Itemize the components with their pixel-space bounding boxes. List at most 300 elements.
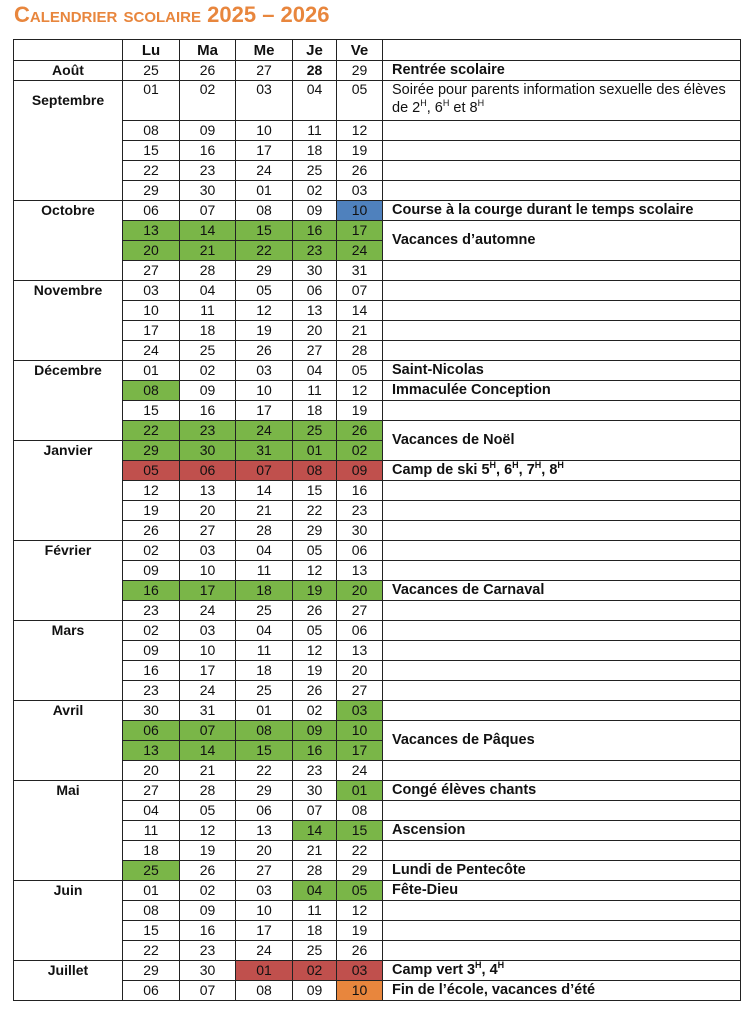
day-cell: 24 [236, 421, 293, 441]
note-empty [383, 701, 741, 721]
month-label: Février [14, 541, 123, 561]
note-fetedieu: Fête-Dieu [383, 881, 741, 901]
day-cell: 22 [123, 941, 180, 961]
day-cell: 10 [236, 901, 293, 921]
table-row [14, 121, 741, 141]
day-cell: 14 [180, 221, 236, 241]
day-cell: 10 [180, 641, 236, 661]
day-cell: 28 [180, 261, 236, 281]
month-spacer [14, 661, 123, 681]
day-cell: 15 [123, 401, 180, 421]
day-cell: 20 [293, 321, 337, 341]
day-cell: 31 [236, 441, 293, 461]
note-empty [383, 801, 741, 821]
month-spacer [14, 761, 123, 781]
header-ma: Ma [180, 40, 236, 61]
note-empty [383, 481, 741, 501]
day-cell: 25 [236, 681, 293, 701]
month-label: Octobre [14, 201, 123, 221]
note-empty [383, 161, 741, 181]
table-row [14, 601, 741, 621]
calendar-table [13, 39, 741, 1001]
day-cell: 09 [123, 561, 180, 581]
day-cell: 13 [337, 561, 383, 581]
day-cell: 19 [236, 321, 293, 341]
day-cell: 13 [337, 641, 383, 661]
day-cell: 27 [180, 521, 236, 541]
month-spacer [14, 921, 123, 941]
day-cell: 13 [180, 481, 236, 501]
day-cell: 23 [180, 421, 236, 441]
note-empty [383, 121, 741, 141]
table-row [14, 81, 741, 121]
table-row [14, 201, 741, 221]
note-empty [383, 321, 741, 341]
day-cell: 18 [293, 141, 337, 161]
month-spacer [14, 341, 123, 361]
day-cell: 19 [180, 841, 236, 861]
day-cell: 18 [123, 841, 180, 861]
day-cell: 13 [123, 741, 180, 761]
day-cell: 13 [293, 301, 337, 321]
note-immaculee: Immaculée Conception [383, 381, 741, 401]
note-empty [383, 341, 741, 361]
day-cell: 01 [293, 441, 337, 461]
day-cell: 24 [180, 601, 236, 621]
day-cell: 27 [236, 861, 293, 881]
note-empty [383, 901, 741, 921]
day-cell: 06 [337, 541, 383, 561]
note-empty [383, 541, 741, 561]
table-row [14, 161, 741, 181]
day-cell: 06 [123, 981, 180, 1001]
day-cell: 18 [236, 661, 293, 681]
note-empty [383, 141, 741, 161]
day-cell: 23 [180, 941, 236, 961]
day-cell: 28 [293, 861, 337, 881]
table-row [14, 61, 741, 81]
table-row [14, 761, 741, 781]
month-spacer [14, 321, 123, 341]
note-empty [383, 761, 741, 781]
day-cell: 29 [337, 861, 383, 881]
day-cell: 01 [123, 81, 180, 121]
day-cell: 03 [337, 701, 383, 721]
day-cell: 26 [180, 61, 236, 81]
day-cell: 17 [180, 661, 236, 681]
table-row [14, 461, 741, 481]
day-cell: 08 [293, 461, 337, 481]
day-cell: 27 [123, 781, 180, 801]
day-cell: 24 [337, 241, 383, 261]
note-empty [383, 601, 741, 621]
day-cell: 29 [236, 781, 293, 801]
note-empty [383, 921, 741, 941]
day-cell: 18 [236, 581, 293, 601]
day-cell: 24 [123, 341, 180, 361]
month-spacer [14, 601, 123, 621]
day-cell: 23 [293, 761, 337, 781]
note-pentecote: Lundi de Pentecôte [383, 861, 741, 881]
day-cell: 01 [123, 361, 180, 381]
day-cell: 05 [337, 881, 383, 901]
day-cell: 02 [180, 361, 236, 381]
day-cell: 08 [236, 981, 293, 1001]
day-cell: 29 [337, 61, 383, 81]
month-spacer [14, 801, 123, 821]
day-cell: 10 [123, 301, 180, 321]
day-cell: 03 [236, 361, 293, 381]
month-spacer [14, 501, 123, 521]
day-cell: 14 [293, 821, 337, 841]
day-cell: 19 [123, 501, 180, 521]
month-label: Novembre [14, 281, 123, 301]
day-cell: 06 [236, 801, 293, 821]
day-cell: 02 [293, 181, 337, 201]
note-carnaval: Vacances de Carnaval [383, 581, 741, 601]
day-cell: 19 [293, 661, 337, 681]
note-empty [383, 941, 741, 961]
day-cell: 14 [337, 301, 383, 321]
day-cell: 07 [236, 461, 293, 481]
day-cell: 04 [236, 541, 293, 561]
day-cell: 01 [123, 881, 180, 901]
table-row [14, 981, 741, 1001]
month-spacer [14, 401, 123, 421]
day-cell: 09 [337, 461, 383, 481]
table-row [14, 581, 741, 601]
month-spacer [14, 521, 123, 541]
day-cell: 08 [337, 801, 383, 821]
day-cell: 22 [337, 841, 383, 861]
header-je: Je [293, 40, 337, 61]
day-cell: 26 [337, 161, 383, 181]
day-cell: 16 [337, 481, 383, 501]
day-cell: 28 [337, 341, 383, 361]
day-cell: 11 [236, 641, 293, 661]
day-cell: 18 [293, 921, 337, 941]
day-cell: 04 [293, 361, 337, 381]
note-automne: Vacances d’automne [383, 221, 741, 261]
month-label: Juin [14, 881, 123, 901]
day-cell: 09 [180, 901, 236, 921]
day-cell: 03 [180, 541, 236, 561]
day-cell: 02 [293, 701, 337, 721]
header-lu: Lu [123, 40, 180, 61]
day-cell: 16 [180, 141, 236, 161]
day-cell: 11 [236, 561, 293, 581]
day-cell: 08 [236, 201, 293, 221]
day-cell: 02 [337, 441, 383, 461]
note-campvert: Camp vert $3^H$, $4^H$ [383, 961, 741, 981]
table-row [14, 701, 741, 721]
month-spacer [14, 941, 123, 961]
day-cell: 29 [123, 181, 180, 201]
day-cell: 02 [293, 961, 337, 981]
day-cell: 05 [337, 361, 383, 381]
day-cell: 10 [337, 721, 383, 741]
day-cell: 17 [180, 581, 236, 601]
day-cell: 04 [236, 621, 293, 641]
day-cell: 12 [180, 821, 236, 841]
month-spacer [14, 741, 123, 761]
note-empty [383, 841, 741, 861]
table-row [14, 521, 741, 541]
month-spacer [14, 861, 123, 881]
day-cell: 19 [337, 401, 383, 421]
day-cell: 29 [293, 521, 337, 541]
day-cell: 16 [180, 921, 236, 941]
day-cell: 02 [180, 881, 236, 901]
table-row [14, 181, 741, 201]
table-row [14, 641, 741, 661]
day-cell: 06 [180, 461, 236, 481]
day-cell: 15 [123, 921, 180, 941]
day-cell: 08 [123, 901, 180, 921]
day-cell: 08 [123, 121, 180, 141]
day-cell: 22 [236, 241, 293, 261]
day-cell: 01 [236, 181, 293, 201]
table-row [14, 901, 741, 921]
month-spacer [14, 821, 123, 841]
day-cell: 11 [123, 821, 180, 841]
day-cell: 25 [293, 421, 337, 441]
month-spacer [14, 841, 123, 861]
table-row [14, 801, 741, 821]
day-cell: 20 [337, 661, 383, 681]
month-spacer [14, 221, 123, 241]
day-cell: 12 [337, 121, 383, 141]
day-cell: 03 [236, 81, 293, 121]
day-cell: 31 [337, 261, 383, 281]
day-cell: 06 [293, 281, 337, 301]
month-spacer [14, 241, 123, 261]
day-cell: 20 [236, 841, 293, 861]
day-cell: 10 [337, 201, 383, 221]
day-cell: 24 [236, 161, 293, 181]
day-cell: 01 [236, 701, 293, 721]
day-cell: 26 [123, 521, 180, 541]
day-cell: 08 [236, 721, 293, 741]
day-cell: 17 [337, 741, 383, 761]
day-cell: 04 [293, 81, 337, 121]
table-row [14, 381, 741, 401]
day-cell: 17 [236, 921, 293, 941]
day-cell: 09 [180, 121, 236, 141]
day-cell: 16 [293, 741, 337, 761]
note-empty [383, 561, 741, 581]
day-cell: 01 [236, 961, 293, 981]
month-spacer [14, 721, 123, 741]
day-cell: 23 [293, 241, 337, 261]
table-row [14, 481, 741, 501]
month-label: Janvier [14, 441, 123, 461]
day-cell: 30 [180, 441, 236, 461]
month-spacer [14, 121, 123, 141]
day-cell: 03 [123, 281, 180, 301]
day-cell: 25 [123, 61, 180, 81]
month-label: Mars [14, 621, 123, 641]
day-cell: 06 [123, 201, 180, 221]
day-cell: 25 [293, 941, 337, 961]
note-ascension: Ascension [383, 821, 741, 841]
day-cell: 05 [293, 541, 337, 561]
day-cell: 10 [236, 121, 293, 141]
day-cell: 25 [180, 341, 236, 361]
table-row [14, 961, 741, 981]
day-cell: 24 [236, 941, 293, 961]
table-row [14, 661, 741, 681]
month-spacer [14, 901, 123, 921]
note-empty [383, 261, 741, 281]
day-cell: 30 [293, 781, 337, 801]
month-spacer [14, 261, 123, 281]
day-cell: 05 [123, 461, 180, 481]
month-spacer [14, 381, 123, 401]
day-cell: 09 [293, 981, 337, 1001]
day-cell: 17 [236, 141, 293, 161]
day-cell: 21 [180, 241, 236, 261]
day-cell: 08 [123, 381, 180, 401]
day-cell: 18 [180, 321, 236, 341]
table-row [14, 881, 741, 901]
day-cell: 30 [123, 701, 180, 721]
day-cell: 20 [123, 761, 180, 781]
day-cell: 31 [180, 701, 236, 721]
day-cell: 19 [337, 921, 383, 941]
day-cell: 20 [180, 501, 236, 521]
table-row [14, 681, 741, 701]
day-cell: 03 [180, 621, 236, 641]
day-cell: 07 [180, 721, 236, 741]
day-cell: 15 [236, 221, 293, 241]
note-empty [383, 301, 741, 321]
note-soiree: Soirée pour parents information sexuelle des élèves de $2^H$, $6^H$ et $8^H$ [383, 81, 741, 121]
table-row [14, 141, 741, 161]
day-cell: 27 [236, 61, 293, 81]
day-cell: 26 [337, 421, 383, 441]
header-row [14, 40, 741, 61]
day-cell: 05 [180, 801, 236, 821]
day-cell: 25 [236, 601, 293, 621]
day-cell: 28 [293, 61, 337, 81]
table-row [14, 621, 741, 641]
month-spacer [14, 461, 123, 481]
month-spacer [14, 161, 123, 181]
day-cell: 03 [236, 881, 293, 901]
table-row [14, 821, 741, 841]
month-spacer [14, 981, 123, 1001]
table-row [14, 301, 741, 321]
day-cell: 11 [293, 381, 337, 401]
day-cell: 23 [337, 501, 383, 521]
day-cell: 06 [337, 621, 383, 641]
day-cell: 28 [236, 521, 293, 541]
month-spacer [14, 641, 123, 661]
day-cell: 14 [236, 481, 293, 501]
day-cell: 28 [180, 781, 236, 801]
day-cell: 17 [123, 321, 180, 341]
day-cell: 16 [180, 401, 236, 421]
day-cell: 07 [180, 201, 236, 221]
day-cell: 05 [293, 621, 337, 641]
table-row [14, 281, 741, 301]
day-cell: 16 [293, 221, 337, 241]
day-cell: 23 [123, 601, 180, 621]
day-cell: 07 [293, 801, 337, 821]
day-cell: 02 [123, 541, 180, 561]
day-cell: 30 [180, 961, 236, 981]
day-cell: 29 [123, 961, 180, 981]
table-row [14, 841, 741, 861]
day-cell: 11 [180, 301, 236, 321]
day-cell: 09 [180, 381, 236, 401]
note-empty [383, 661, 741, 681]
day-cell: 19 [337, 141, 383, 161]
day-cell: 05 [236, 281, 293, 301]
day-cell: 26 [236, 341, 293, 361]
day-cell: 03 [337, 181, 383, 201]
month-label: Avril [14, 701, 123, 721]
day-cell: 22 [236, 761, 293, 781]
table-row [14, 321, 741, 341]
table-row [14, 421, 741, 441]
day-cell: 30 [293, 261, 337, 281]
day-cell: 17 [236, 401, 293, 421]
day-cell: 26 [293, 681, 337, 701]
table-row [14, 561, 741, 581]
day-cell: 06 [123, 721, 180, 741]
day-cell: 10 [180, 561, 236, 581]
month-spacer [14, 561, 123, 581]
table-row [14, 221, 741, 241]
note-empty [383, 621, 741, 641]
day-cell: 20 [123, 241, 180, 261]
day-cell: 16 [123, 581, 180, 601]
month-header [14, 40, 123, 61]
day-cell: 30 [180, 181, 236, 201]
table-row [14, 781, 741, 801]
month-spacer [14, 181, 123, 201]
day-cell: 15 [337, 821, 383, 841]
month-label: Août [14, 61, 123, 81]
note-fin: Fin de l’école, vacances d’été [383, 981, 741, 1001]
table-row [14, 941, 741, 961]
month-label: Décembre [14, 361, 123, 381]
month-label: Mai [14, 781, 123, 801]
note-stnicolas: Saint-Nicolas [383, 361, 741, 381]
month-spacer [14, 141, 123, 161]
day-cell: 04 [123, 801, 180, 821]
month-spacer [14, 301, 123, 321]
day-cell: 07 [180, 981, 236, 1001]
day-cell: 26 [180, 861, 236, 881]
note-empty [383, 401, 741, 421]
note-paques: Vacances de Pâques [383, 721, 741, 761]
day-cell: 04 [293, 881, 337, 901]
day-cell: 09 [293, 721, 337, 741]
month-spacer [14, 421, 123, 441]
day-cell: 09 [293, 201, 337, 221]
note-empty [383, 641, 741, 661]
day-cell: 23 [180, 161, 236, 181]
day-cell: 15 [293, 481, 337, 501]
day-cell: 23 [123, 681, 180, 701]
day-cell: 24 [180, 681, 236, 701]
notes-header [383, 40, 741, 61]
day-cell: 10 [337, 981, 383, 1001]
day-cell: 20 [337, 581, 383, 601]
